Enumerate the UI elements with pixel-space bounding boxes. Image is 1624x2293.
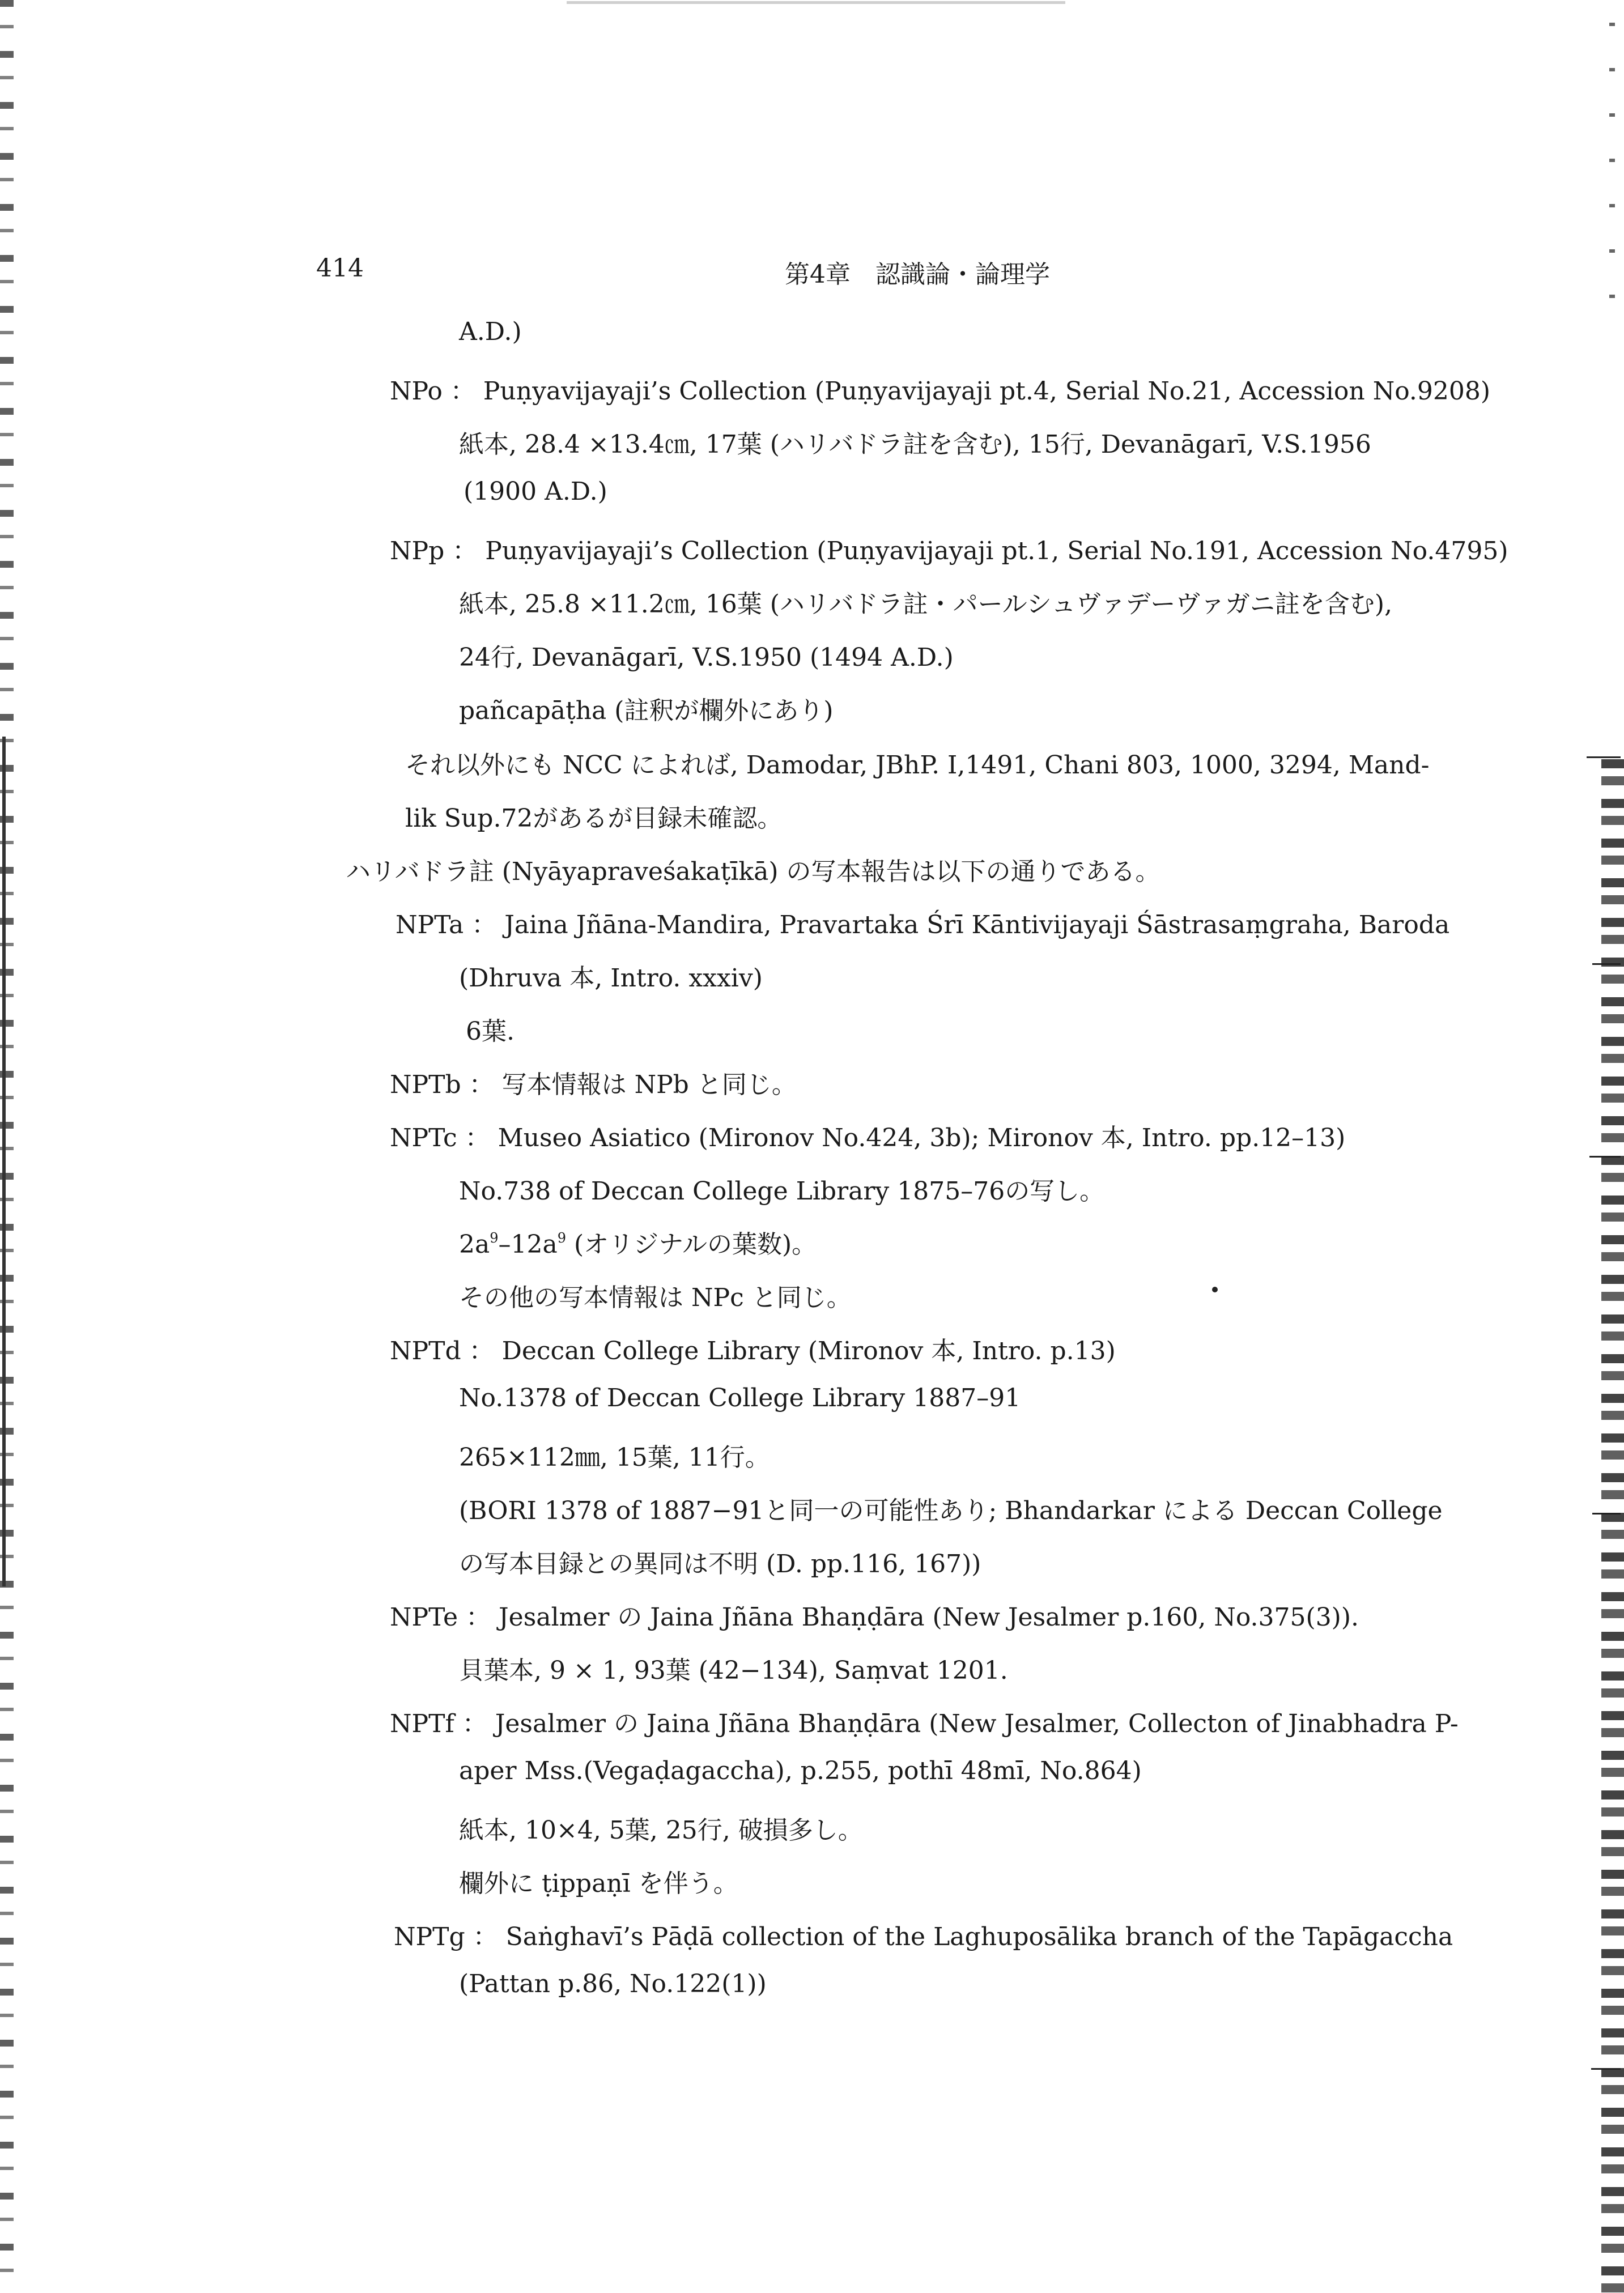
- scan-edge-top: [567, 1, 1065, 4]
- scan-tick: [1589, 1156, 1621, 1158]
- text-line: pañcapāṭha (註釈が欄外にあり): [459, 696, 834, 725]
- text-line: 欄外に ṭippaṇī を伴う。: [459, 1869, 738, 1898]
- entry-nptb: NPTb ： 写本情報は NPb と同じ。: [390, 1070, 797, 1099]
- text-line: (Dhruva 本, Intro. xxxiv): [459, 964, 763, 993]
- text-line: それ以外にも NCC によれば, Damodar, JBhP. I,1491, Chani 803, 1000, 3294, Mand-: [405, 751, 1430, 780]
- scan-tick: [1587, 756, 1621, 758]
- running-head: 第4章 認識論・論理学: [785, 260, 1050, 289]
- text-line: A.D.): [459, 317, 522, 346]
- text-line: その他の写本情報は NPc と同じ。: [459, 1283, 852, 1312]
- page-number: 414: [316, 254, 364, 283]
- text-line: (Pattan p.86, No.122(1)): [459, 1969, 767, 1998]
- scan-tick: [1592, 963, 1621, 965]
- text-line: aper Mss.(Vegaḍagaccha), p.255, pothī 48mī, No.864): [459, 1756, 1142, 1785]
- section-intro: ハリバドラ註 (Nyāyapraveśakaṭīkā) の写本報告は以下の通りである。: [346, 857, 1160, 886]
- text-fragment: 2a: [459, 1230, 490, 1259]
- text-line: 紙本, 28.4 ×13.4㎝, 17葉 (ハリバドラ註を含む), 15行, Devanāgarī, V.S.1956: [459, 430, 1371, 459]
- text-fragment: –12a: [498, 1230, 558, 1259]
- entry-nptf: NPTf ： Jesalmer の Jaina Jñāna Bhaṇḍāra (New Jesalmer, Collecton of Jinabhadra P-: [390, 1709, 1459, 1738]
- entry-nptg: NPTg ： Saṅghavī’s Pāḍā collection of the Laghuposālika branch of the Tapāgaccha: [394, 1922, 1453, 1951]
- text-line: No.738 of Deccan College Library 1875–76の写し。: [459, 1177, 1105, 1206]
- entry-nptd: NPTd ： Deccan College Library (Mironov 本, Intro. p.13): [390, 1337, 1116, 1365]
- superscript: 9: [557, 1230, 567, 1246]
- text-line: 紙本, 10×4, 5葉, 25行, 破損多し。: [459, 1816, 863, 1845]
- text-line: 紙本, 25.8 ×11.2㎝, 16葉 (ハリバドラ註・パールシュヴァデーヴァガニ註を含む),: [459, 590, 1393, 619]
- scan-tick: [1592, 1513, 1621, 1515]
- text-line: の写本目録との異同は不明 (D. pp.116, 167)): [459, 1550, 981, 1579]
- text-line: [459, 1224, 817, 1260]
- superscript: 9: [490, 1230, 499, 1246]
- text-fragment: (オリジナルの葉数)。: [566, 1230, 817, 1259]
- entry-nptc: NPTc ： Museo Asiatico (Mironov No.424, 3b); Mironov 本, Intro. pp.12–13): [390, 1124, 1346, 1152]
- text-line: (BORI 1378 of 1887−91と同一の可能性あり; Bhandarkar による Deccan College: [459, 1496, 1443, 1525]
- text-line: 6葉.: [466, 1017, 515, 1046]
- text-line: lik Sup.72があるが目録未確認。: [405, 804, 783, 833]
- text-line: (1900 A.D.): [464, 477, 607, 506]
- scan-edge-left-bar: [2, 737, 6, 1586]
- scan-tick: [1591, 2068, 1621, 2070]
- text-line: 24行, Devanāgarī, V.S.1950 (1494 A.D.): [459, 643, 954, 672]
- text-line: No.1378 of Deccan College Library 1887–91: [459, 1384, 1021, 1413]
- scan-edge-right: [1601, 759, 1624, 2293]
- text-line: 265×112㎜, 15葉, 11行。: [459, 1443, 770, 1472]
- entry-npo: NPo ： Puṇyavijayaji’s Collection (Puṇyavijayaji pt.4, Serial No.21, Accession No.9208): [390, 377, 1491, 406]
- entry-npp: NPp ： Puṇyavijayaji’s Collection (Puṇyavijayaji pt.1, Serial No.191, Accession No.4795): [390, 537, 1508, 565]
- scan-edge-right-top: [1609, 23, 1615, 306]
- scan-speck: [1212, 1287, 1218, 1292]
- text-line: 貝葉本, 9 × 1, 93葉 (42−134), Saṃvat 1201.: [459, 1656, 1008, 1685]
- entry-npta: NPTa ： Jaina Jñāna-Mandira, Pravartaka Śrī Kāntivijayaji Śāstrasaṃgraha, Baroda: [396, 911, 1450, 939]
- entry-npte: NPTe ： Jesalmer の Jaina Jñāna Bhaṇḍāra (New Jesalmer p.160, No.375(3)).: [390, 1603, 1359, 1632]
